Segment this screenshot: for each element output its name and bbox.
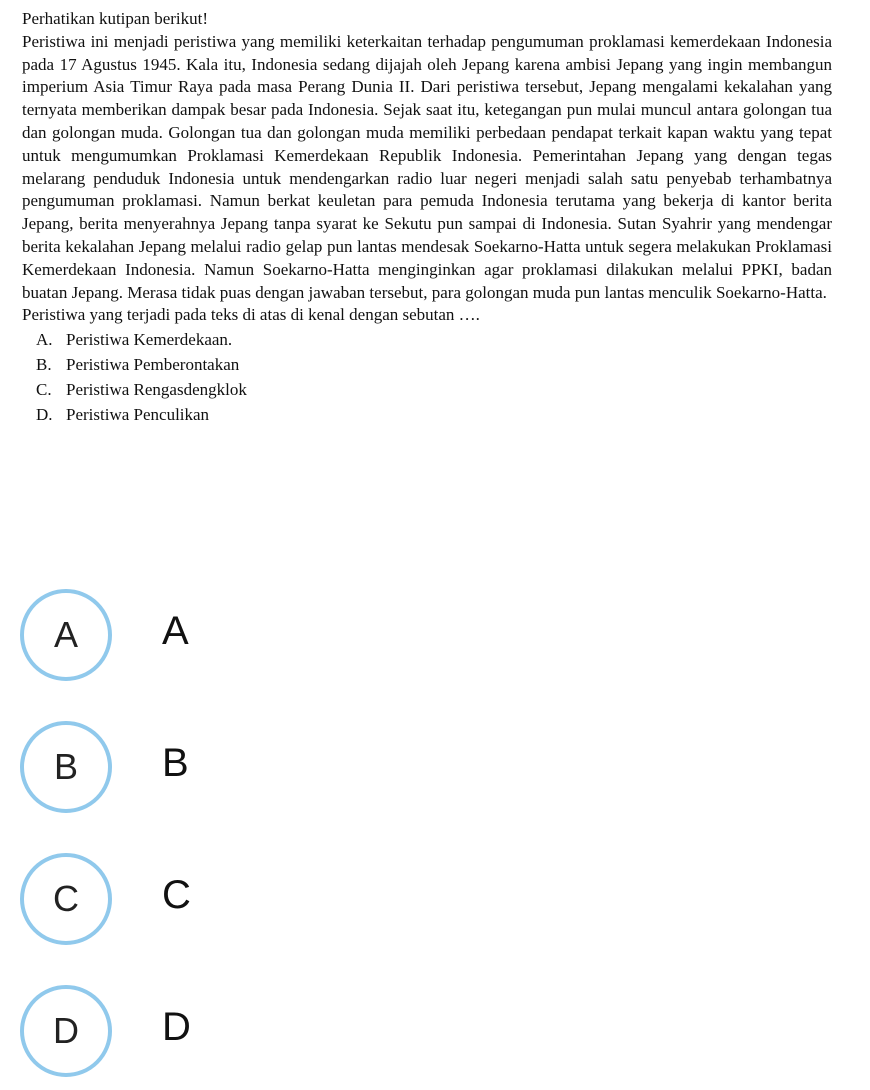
answer-bubble-a[interactable]: A [20, 589, 112, 681]
question-prompt: Peristiwa yang terjadi pada teks di atas di kenal dengan sebutan …. [22, 305, 480, 325]
answer-bubble-c[interactable]: C [20, 853, 112, 945]
question-options-list [22, 327, 832, 427]
question-option-a [22, 327, 832, 352]
answer-bubble-b[interactable]: B [20, 721, 112, 813]
option-text: Peristiwa Pemberontakan [66, 355, 240, 375]
answer-bubble-d[interactable]: D [20, 985, 112, 1077]
question-option-b [22, 352, 832, 377]
answer-label-c[interactable]: C [162, 873, 191, 917]
answer-label-d[interactable]: D [162, 1005, 191, 1049]
option-letter: C. [36, 380, 52, 400]
option-text: Peristiwa Kemerdekaan. [66, 330, 233, 350]
option-letter: A. [36, 330, 53, 350]
question-option-d [22, 402, 832, 427]
answer-label-b[interactable]: B [162, 741, 189, 785]
option-text: Peristiwa Penculikan [66, 405, 210, 425]
option-text: Peristiwa Rengasdengklok [66, 380, 247, 400]
question-block [22, 8, 832, 427]
question-option-c [22, 377, 832, 402]
option-letter: B. [36, 355, 52, 375]
question-intro: Perhatikan kutipan berikut! [22, 9, 209, 28]
option-letter: D. [36, 405, 53, 425]
question-passage: Peristiwa ini menjadi peristiwa yang memiliki keterkaitan terhadap pengumuman proklamasi kemerdekaan Indonesia pada 17 Agustus 1945. Kala itu, Indonesia sedang dijajah oleh Jepang karena ambisi Jepang yang ingin membangun imperium Asia Timur Raya pada masa Perang Dunia II. Dari peristiwa tersebut, Jepang mengalami kekalahan yang ternyata memberikan dampak besar pada Indonesia. Sejak saat itu, ketegangan pun mulai muncul antara golongan tua dan golongan muda. Golongan tua dan golongan muda memiliki perbedaan pendapat terkait kapan waktu yang tepat untuk mengumumkan Proklamasi Kemerdekaan Republik Indonesia. Pemerintahan Jepang yang dengan tegas melarang penduduk Indonesia untuk mendengarkan radio luar negeri menjadi salah satu penyebab terhambatnya pengumuman proklamasi. Namun berkat keuletan para pemuda Indonesia terutama yang bekerja di kantor berita Jepang, berita menyerahnya Jepang tanpa syarat ke Sekutu pun sampai di Indonesia. Sutan Syahrir yang mendengar berita kekalahan Jepang melalui radio gelap pun lantas mendesak Soekarno-Hatta untuk segera melakukan Proklamasi Kemerdekaan Indonesia. Namun Soekarno-Hatta menginginkan agar proklamasi dilakukan melalui PPKI, badan buatan Jepang. Merasa tidak puas dengan jawaban tersebut, para golongan muda pun lantas menculik Soekarno-Hatta. [22, 31, 832, 302]
answer-label-a[interactable]: A [162, 609, 189, 653]
